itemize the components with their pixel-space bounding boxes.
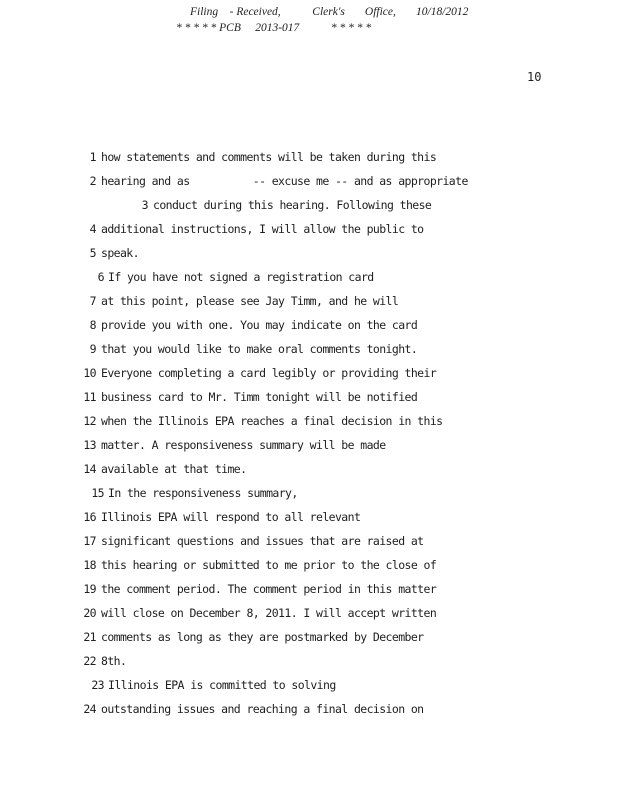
line-text: business card to Mr. Timm tonight will be notified (101, 390, 418, 404)
line-text: that you would like to make oral comments tonight. (101, 342, 418, 356)
transcript-line (0, 150, 618, 174)
line-text: If you have not signed a registration card (108, 270, 374, 284)
line-number: 6 (97, 270, 104, 284)
transcript-line (0, 198, 618, 222)
line-text: additional instructions, I will allow the public to (101, 222, 424, 236)
line-text: at this point, please see Jay Timm, and he will (101, 294, 399, 308)
transcript-line (0, 318, 618, 342)
line-number: 21 (83, 630, 96, 644)
transcript-line (0, 606, 618, 630)
transcript-line (0, 246, 618, 270)
line-number: 8 (89, 318, 96, 332)
line-number: 24 (83, 702, 96, 716)
line-text: the comment period. The comment period in this matter (101, 582, 437, 596)
line-number: 5 (89, 246, 96, 260)
line-number: 10 (83, 366, 96, 380)
line-number: 17 (83, 534, 96, 548)
line-text: provide you with one. You may indicate on the card (101, 318, 418, 332)
transcript-line (0, 702, 618, 726)
transcript-line (0, 462, 618, 486)
transcript-line (0, 678, 618, 702)
line-text: this hearing or submitted to me prior to the close of (101, 558, 437, 572)
line-text: available at that time. (101, 462, 247, 476)
line-number: 7 (89, 294, 96, 308)
line-number: 14 (83, 462, 96, 476)
line-text: Everyone completing a card legibly or providing their (101, 366, 437, 380)
line-number: 23 (91, 678, 104, 692)
transcript-line (0, 414, 618, 438)
line-number: 20 (83, 606, 96, 620)
line-number: 12 (83, 414, 96, 428)
line-text: comments as long as they are postmarked by December (101, 630, 424, 644)
line-number: 19 (83, 582, 96, 596)
line-number: 11 (83, 390, 96, 404)
transcript-line (0, 174, 618, 198)
transcript-line (0, 558, 618, 582)
line-number: 9 (89, 342, 96, 356)
filing-stamp-line2: * * * * * PCB 2013-017 * * * * * (176, 22, 372, 34)
transcript-line (0, 342, 618, 366)
line-number: 2 (89, 174, 96, 188)
line-text: In the responsiveness summary, (108, 486, 298, 500)
transcript-line (0, 270, 618, 294)
line-number: 22 (83, 654, 96, 668)
transcript-line (0, 630, 618, 654)
transcript-line (0, 582, 618, 606)
line-text: outstanding issues and reaching a final decision on (101, 702, 424, 716)
line-number: 4 (89, 222, 96, 236)
line-number: 16 (83, 510, 96, 524)
line-text: matter. A responsiveness summary will be made (101, 438, 386, 452)
transcript-line (0, 534, 618, 558)
transcript-line (0, 654, 618, 678)
transcript-line (0, 438, 618, 462)
line-text: will close on December 8, 2011. I will accept written (101, 606, 437, 620)
line-text: Illinois EPA will respond to all relevant (101, 510, 361, 524)
line-text: 8th. (101, 654, 127, 668)
transcript-line (0, 390, 618, 414)
transcript-line (0, 294, 618, 318)
transcript-line (0, 486, 618, 510)
line-number: 18 (83, 558, 96, 572)
line-number: 1 (89, 150, 96, 164)
line-text: Illinois EPA is committed to solving (108, 678, 336, 692)
transcript-line (0, 366, 618, 390)
line-text: hearing and as -- excuse me -- and as appropriate (101, 174, 468, 188)
transcript-line (0, 222, 618, 246)
line-text: speak. (101, 246, 139, 260)
line-number: 3 (141, 198, 148, 212)
page-number: 10 (527, 70, 542, 84)
line-number: 13 (83, 438, 96, 452)
line-number: 15 (91, 486, 104, 500)
line-text: when the Illinois EPA reaches a final decision in this (101, 414, 443, 428)
transcript-line (0, 510, 618, 534)
line-text: how statements and comments will be taken during this (101, 150, 437, 164)
line-text: significant questions and issues that are raised at (101, 534, 424, 548)
filing-stamp-line1: Filing - Received, Clerk's Office, 10/18/2012 (190, 6, 469, 18)
line-text: conduct during this hearing. Following these (153, 198, 432, 212)
